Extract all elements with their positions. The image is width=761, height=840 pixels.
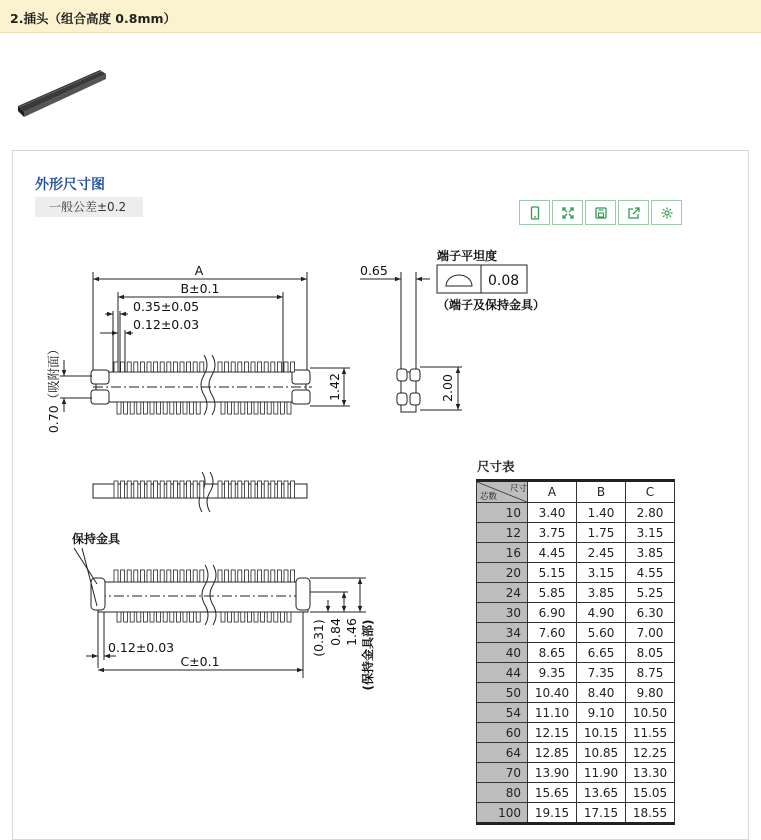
- dimension-cell: 8.05: [626, 643, 675, 663]
- table-row: [477, 743, 675, 763]
- pin: [241, 612, 245, 622]
- pin: [150, 612, 154, 622]
- corner-left-label: 芯数: [480, 492, 498, 502]
- col-header-b: B: [577, 481, 626, 503]
- pin-count-cell: 30: [477, 603, 528, 623]
- section-title: 2.插头（组合高度 0.8mm）: [10, 11, 176, 26]
- dimension-cell: 12.15: [528, 723, 577, 743]
- pin: [200, 481, 204, 498]
- dimension-cell: 5.85: [528, 583, 577, 603]
- pin: [154, 570, 158, 582]
- pin-count-cell: 80: [477, 783, 528, 803]
- pin: [238, 481, 242, 498]
- pin: [196, 612, 200, 622]
- dimension-cell: 6.90: [528, 603, 577, 623]
- dimension-cell: 5.25: [626, 583, 675, 603]
- table-row: [477, 783, 675, 803]
- table-title: 尺寸表: [477, 459, 515, 474]
- pin: [234, 612, 238, 622]
- dimension-cell: 3.40: [528, 503, 577, 523]
- pin: [143, 612, 147, 622]
- dim-a-label: A: [194, 263, 204, 278]
- pin: [134, 570, 138, 582]
- pin: [225, 570, 229, 582]
- dimension-cell: 10.50: [626, 703, 675, 723]
- dimension-cell: 2.80: [626, 503, 675, 523]
- pin-count-cell: 24: [477, 583, 528, 603]
- pin: [183, 612, 187, 622]
- pin: [173, 362, 177, 372]
- pin: [218, 481, 222, 498]
- pin: [258, 570, 262, 582]
- pin: [251, 362, 255, 372]
- dimension-cell: 10.85: [577, 743, 626, 763]
- pin-count-cell: 16: [477, 543, 528, 563]
- pin: [196, 402, 200, 414]
- pin: [167, 570, 171, 582]
- pin: [251, 570, 255, 582]
- pin: [190, 402, 194, 414]
- pin: [284, 481, 288, 498]
- pin: [200, 362, 204, 372]
- pin: [271, 570, 275, 582]
- pin: [157, 612, 161, 622]
- pin: [154, 481, 158, 498]
- dimension-cell: 7.00: [626, 623, 675, 643]
- table-row: [477, 503, 675, 523]
- pin: [244, 362, 248, 372]
- pin: [114, 362, 118, 372]
- pin: [218, 362, 222, 372]
- pin-count-cell: 20: [477, 563, 528, 583]
- dimension-cell: 11.90: [577, 763, 626, 783]
- pin: [160, 362, 164, 372]
- dimension-cell: 8.65: [528, 643, 577, 663]
- pin: [287, 402, 291, 414]
- table-corner-cell: [477, 481, 528, 503]
- pin: [228, 612, 232, 622]
- dimension-cell: 7.60: [528, 623, 577, 643]
- pin: [134, 481, 138, 498]
- dim-035-label: 0.35±0.05: [133, 299, 200, 314]
- pin: [187, 362, 191, 372]
- pin: [190, 612, 194, 622]
- pin: [140, 570, 144, 582]
- pin: [160, 481, 164, 498]
- pin: [121, 570, 125, 582]
- dimension-cell: 9.80: [626, 683, 675, 703]
- dimension-cell: 17.15: [577, 803, 626, 824]
- pin: [261, 612, 265, 622]
- dimension-cell: 6.65: [577, 643, 626, 663]
- pin: [167, 481, 171, 498]
- pin: [137, 612, 141, 622]
- pin: [130, 402, 134, 414]
- pin: [221, 612, 225, 622]
- pin: [287, 612, 291, 622]
- pin-count-cell: 34: [477, 623, 528, 643]
- pin: [200, 570, 204, 582]
- dimension-cell: 3.15: [577, 563, 626, 583]
- pin: [244, 481, 248, 498]
- pin: [247, 402, 251, 414]
- pin: [127, 570, 131, 582]
- pin: [271, 362, 275, 372]
- pin: [280, 402, 284, 414]
- dimension-cell: 4.55: [626, 563, 675, 583]
- dim-012b-label: 0.12±0.03: [108, 640, 175, 655]
- table-row: [477, 703, 675, 723]
- flatness-note: （端子及保持金具）: [437, 298, 546, 312]
- pin: [254, 402, 258, 414]
- dim-070-label: 0.70（吸附面）: [46, 342, 61, 434]
- pin: [274, 402, 278, 414]
- dimension-cell: 13.90: [528, 763, 577, 783]
- pin: [157, 402, 161, 414]
- pin: [277, 362, 281, 372]
- pin: [241, 402, 245, 414]
- pin: [170, 612, 174, 622]
- pin: [247, 612, 251, 622]
- table-row: [477, 563, 675, 583]
- pin: [231, 570, 235, 582]
- pin: [231, 362, 235, 372]
- pin: [114, 481, 118, 498]
- pin-count-cell: 40: [477, 643, 528, 663]
- pin: [121, 481, 125, 498]
- dimension-cell: 3.15: [626, 523, 675, 543]
- dimension-cell: 1.75: [577, 523, 626, 543]
- pin-count-cell: 10: [477, 503, 528, 523]
- pin: [218, 570, 222, 582]
- dimension-cell: 18.55: [626, 803, 675, 824]
- pin: [254, 612, 258, 622]
- pin-count-cell: 70: [477, 763, 528, 783]
- pin: [284, 570, 288, 582]
- pin: [187, 481, 191, 498]
- dimension-cell: 2.45: [577, 543, 626, 563]
- pin: [264, 362, 268, 372]
- pin: [173, 481, 177, 498]
- dimension-cell: 13.30: [626, 763, 675, 783]
- pin: [234, 402, 238, 414]
- table-row: [477, 723, 675, 743]
- dimension-cell: 3.75: [528, 523, 577, 543]
- dimension-cell: 9.35: [528, 663, 577, 683]
- dimension-cell: 1.40: [577, 503, 626, 523]
- pin: [140, 481, 144, 498]
- pin: [154, 362, 158, 372]
- dim-065-label: 0.65: [360, 263, 388, 278]
- dim-b-label: B±0.1: [180, 281, 220, 296]
- pin: [117, 402, 121, 414]
- dim-146-label: 1.46: [344, 618, 359, 646]
- dimension-cell: 10.15: [577, 723, 626, 743]
- table-row: [477, 663, 675, 683]
- pin: [130, 612, 134, 622]
- pin: [127, 362, 131, 372]
- dim-142-label: 1.42: [327, 373, 342, 401]
- flatness-title: 端子平坦度: [437, 249, 498, 263]
- dimension-cell: 11.10: [528, 703, 577, 723]
- pin: [147, 570, 151, 582]
- tolerance-note: 一般公差±0.2: [35, 197, 143, 217]
- dimension-cell: 15.05: [626, 783, 675, 803]
- pin-count-cell: 64: [477, 743, 528, 763]
- pin: [261, 402, 265, 414]
- pin: [284, 362, 288, 372]
- dimension-cell: 19.15: [528, 803, 577, 824]
- dimension-cell: 12.25: [626, 743, 675, 763]
- pin: [280, 612, 284, 622]
- table-row: [477, 763, 675, 783]
- table-row: [477, 803, 675, 824]
- table-row: [477, 543, 675, 563]
- dimension-cell: 8.40: [577, 683, 626, 703]
- pin: [193, 362, 197, 372]
- pin: [147, 362, 151, 372]
- pin: [114, 570, 118, 582]
- dimension-table: [476, 479, 675, 825]
- dimension-cell: 3.85: [577, 583, 626, 603]
- pin: [124, 612, 128, 622]
- dimension-cell: 8.75: [626, 663, 675, 683]
- pin: [264, 570, 268, 582]
- dimension-cell: 3.85: [626, 543, 675, 563]
- pin-count-cell: 60: [477, 723, 528, 743]
- pin: [264, 481, 268, 498]
- dimension-cell: 4.45: [528, 543, 577, 563]
- pin: [271, 481, 275, 498]
- pin: [238, 362, 242, 372]
- pin: [277, 481, 281, 498]
- pin: [274, 612, 278, 622]
- table-header-row: [477, 481, 675, 503]
- dim-012-label: 0.12±0.03: [133, 317, 200, 332]
- pin: [140, 362, 144, 372]
- pin: [180, 570, 184, 582]
- dimension-cell: 6.30: [626, 603, 675, 623]
- pin-count-cell: 44: [477, 663, 528, 683]
- pin: [225, 481, 229, 498]
- table-row: [477, 603, 675, 623]
- pin: [150, 402, 154, 414]
- pin: [228, 402, 232, 414]
- pin: [137, 402, 141, 414]
- pin: [291, 481, 295, 498]
- dimension-cell: 13.65: [577, 783, 626, 803]
- pin: [244, 570, 248, 582]
- pin: [193, 570, 197, 582]
- pin: [121, 362, 125, 372]
- table-row: [477, 583, 675, 603]
- pin: [225, 362, 229, 372]
- pin: [163, 612, 167, 622]
- pin: [167, 362, 171, 372]
- pin: [267, 612, 271, 622]
- pin-count-cell: 100: [477, 803, 528, 824]
- pin: [147, 481, 151, 498]
- dimension-cell: 9.10: [577, 703, 626, 723]
- pin: [277, 570, 281, 582]
- pin: [258, 362, 262, 372]
- pin: [176, 612, 180, 622]
- pin: [267, 402, 271, 414]
- pin: [180, 481, 184, 498]
- pin: [187, 570, 191, 582]
- corner-right-label: 尺寸: [510, 484, 527, 494]
- pin: [183, 402, 187, 414]
- pin: [176, 402, 180, 414]
- dimension-cell: 11.55: [626, 723, 675, 743]
- panel-title: 外形尺寸图: [35, 177, 105, 193]
- pin: [221, 402, 225, 414]
- pin: [143, 402, 147, 414]
- pin-count-cell: 54: [477, 703, 528, 723]
- corner-diagonal: [477, 482, 527, 502]
- table-row: [477, 643, 675, 663]
- pin: [258, 481, 262, 498]
- pin: [170, 402, 174, 414]
- pin: [231, 481, 235, 498]
- table-row: [477, 683, 675, 703]
- col-header-a: A: [528, 481, 577, 503]
- dim-c-label: C±0.1: [180, 654, 220, 669]
- pin: [291, 362, 295, 372]
- dimension-cell: 5.60: [577, 623, 626, 643]
- pin: [163, 402, 167, 414]
- dimension-cell: 15.65: [528, 783, 577, 803]
- pin: [193, 481, 197, 498]
- dim-084-label: 0.84: [328, 618, 343, 646]
- pin: [117, 612, 121, 622]
- dimension-cell: 4.90: [577, 603, 626, 623]
- pin: [251, 481, 255, 498]
- pin: [124, 402, 128, 414]
- dim-031-label: (0.31): [311, 619, 326, 657]
- dim-200-label: 2.00: [440, 374, 455, 402]
- dimension-cell: 5.15: [528, 563, 577, 583]
- dimension-cell: 7.35: [577, 663, 626, 683]
- pin: [291, 570, 295, 582]
- col-header-c: C: [626, 481, 675, 503]
- flatness-value: 0.08: [488, 273, 520, 289]
- pin: [180, 362, 184, 372]
- pin-count-cell: 12: [477, 523, 528, 543]
- bracket-part-label: (保持金具部): [361, 619, 375, 691]
- pin: [127, 481, 131, 498]
- pin: [238, 570, 242, 582]
- dimension-cell: 12.85: [528, 743, 577, 763]
- pin-count-cell: 50: [477, 683, 528, 703]
- dimension-cell: 10.40: [528, 683, 577, 703]
- pin: [134, 362, 138, 372]
- pin: [173, 570, 177, 582]
- bracket-label: 保持金具: [72, 532, 121, 546]
- table-row: [477, 623, 675, 643]
- table-row: [477, 523, 675, 543]
- pin: [160, 570, 164, 582]
